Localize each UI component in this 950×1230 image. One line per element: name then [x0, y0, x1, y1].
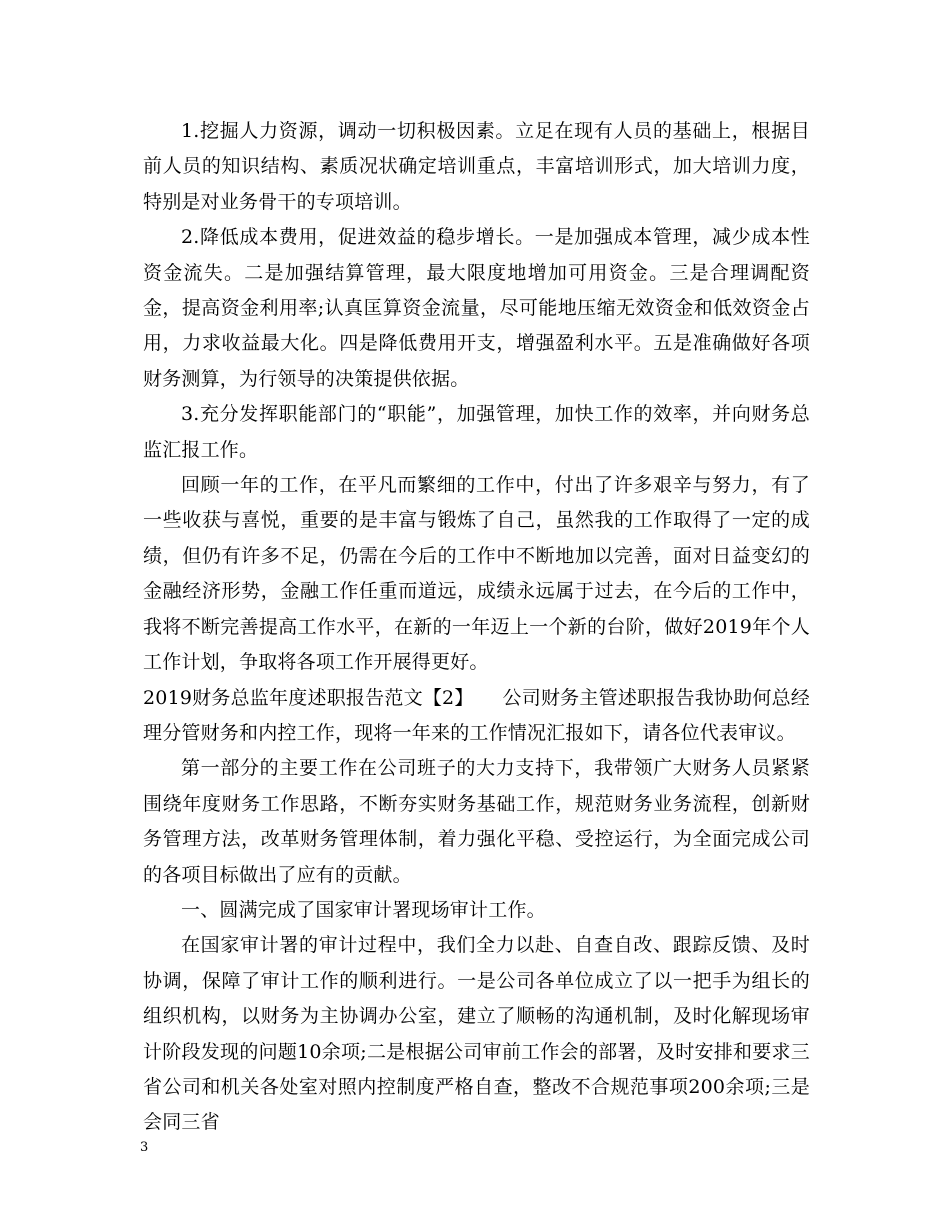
page-number: 3 [140, 1140, 149, 1155]
paragraph-cost-reduction: 2.降低成本费用，促进效益的稳步增长。一是加强成本管理，减少成本性资金流失。二是加强结算管理，最大限度地增加可用资金。三是合理调配资金，提高资金利用率;认真匡算资金流量，尽可能地压缩无效资金和低效资金占用，力求收益最大化。四是降低费用开支，增强盈利水平。五是准确做好各项财务测算，为行领导的决策提供依据。 [143, 226, 810, 390]
paragraph-department-function: 3.充分发挥职能部门的“职能”，加强管理，加快工作的效率，并向财务总监汇报工作。 [143, 403, 810, 461]
paragraph-part-one-summary: 第一部分的主要工作在公司班子的大力支持下，我带领广大财务人员紧紧围绕年度财务工作思路，不断夯实财务基础工作，规范财务业务流程，创新财务管理方法，改革财务管理体制，着力强化平稳、受控运行，为全面完成公司的各项目标做出了应有的贡献。 [143, 757, 810, 886]
paragraph-section-heading-report: 2019财务总监年度述职报告范文【2】 公司财务主管述职报告我协助何总经理分管财务和内控工作，现将一年来的工作情况汇报如下，请各位代表审议。 [143, 686, 810, 744]
paragraph-human-resources: 1.挖掘人力资源，调动一切积极因素。立足在现有人员的基础上，根据目前人员的知识结构、素质况状确定培训重点，丰富培训形式，加大培训力度，特别是对业务骨干的专项培训。 [143, 120, 810, 213]
document-body [143, 114, 810, 1141]
paragraph-audit-heading: 一、圆满完成了国家审计署现场审计工作。 [181, 898, 546, 921]
paragraph-audit-details: 在国家审计署的审计过程中，我们全力以赴、自查自改、跟踪反馈、及时协调，保障了审计工作的顺利进行。一是公司各单位成立了以一把手为组长的组织机构，以财务为主协调办公室，建立了顺畅的沟通机制，及时化解现场审计阶段发现的问题10余项;二是根据公司审前工作会的部署，及时安排和要求三省公司和机关各处室对照内控制度严格自查，整改不合规范事项200余项;三是会同三省 [143, 934, 810, 1134]
paragraph-year-review: 回顾一年的工作，在平凡而繁细的工作中，付出了许多艰辛与努力，有了一些收获与喜悦，重要的是丰富与锻炼了自己，虽然我的工作取得了一定的成绩，但仍有许多不足，仍需在今后的工作中不断地加以完善，面对日益变幻的金融经济形势，金融工作任重而道远，成绩永远属于过去，在今后的工作中，我将不断完善提高工作水平，在新的一年迈上一个新的台阶，做好2019年个人工作计划，争取将各项工作开展得更好。 [143, 474, 810, 674]
